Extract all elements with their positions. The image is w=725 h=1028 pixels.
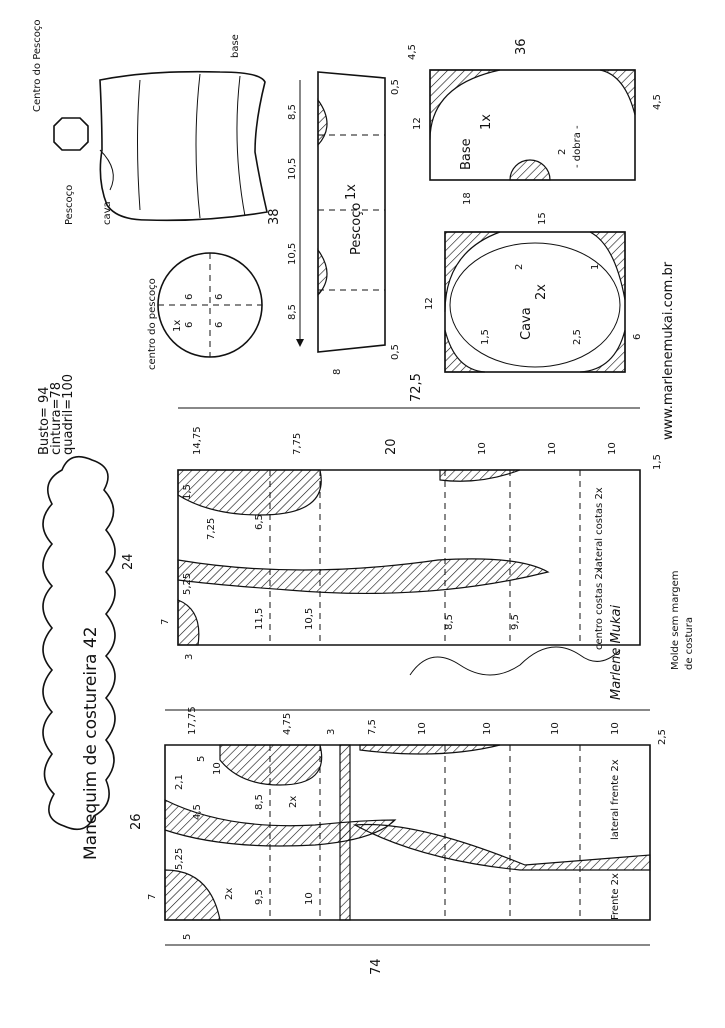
title-cloud <box>43 457 115 860</box>
front-label-2x-a: 2x <box>288 795 299 808</box>
base-fold: - dobra - <box>572 125 583 168</box>
front-top-8: 10 <box>610 722 621 735</box>
front-top-5: 10 <box>417 722 428 735</box>
neck-count: 1x <box>344 184 359 200</box>
figure-label-centro: Centro do Pescoço <box>32 19 43 112</box>
front-dim-45: 4,5 <box>192 804 203 820</box>
base-count: 1x <box>479 114 494 130</box>
circle-v1: 6 <box>184 293 195 300</box>
measure-cintura: cintura=78 <box>49 381 64 455</box>
front-dim-85a: 8,5 <box>254 794 265 810</box>
signature-text: Marlene Mukai <box>609 604 624 700</box>
front-dim-7: 7 <box>147 893 158 900</box>
neck-dim-8: 8 <box>332 368 343 375</box>
circle-count: 1x <box>172 319 183 332</box>
back-dim-24: 24 <box>121 553 136 570</box>
base-dim-3: 4,5 <box>652 94 663 110</box>
front-top-2: 4,75 <box>282 712 293 735</box>
base-name: Base <box>459 138 474 170</box>
front-top-7: 10 <box>550 722 561 735</box>
title-text: Manequim de costureira 42 <box>81 626 101 860</box>
neck-dim-1: 8,5 <box>287 104 298 120</box>
back-dim-f: 10,5 <box>304 607 315 630</box>
neck-name: Pescoço <box>349 202 364 255</box>
front-dim-26: 26 <box>129 813 144 830</box>
back-dim-e: 11,5 <box>254 607 265 630</box>
cava-dim-3: 6 <box>632 333 643 340</box>
cava-dim-5: 2,5 <box>572 329 583 345</box>
figure-label-pescoco: Pescoço <box>64 184 75 225</box>
base-dim-5: 18 <box>462 192 473 205</box>
cava-name: Cava <box>519 307 534 340</box>
figure-label-base: base <box>230 34 241 58</box>
back-top-8: 1,5 <box>652 454 663 470</box>
front-dim-21: 2,1 <box>174 774 185 790</box>
base-dim-2: 36 <box>514 38 529 55</box>
back-top-1: 14,75 <box>192 426 203 455</box>
circle-label: centro do pescoço <box>147 278 158 370</box>
neck-dim-3: 10,5 <box>287 242 298 265</box>
cava-dim-1: 15 <box>537 212 548 225</box>
back-piece <box>121 373 663 660</box>
neck-dim-4: 8,5 <box>287 304 298 320</box>
neck-dim-2: 10,5 <box>287 157 298 180</box>
front-dim-525: 5,25 <box>174 847 185 870</box>
cava-dim-7: 2 <box>514 263 525 270</box>
measurements <box>37 374 76 455</box>
figure-label-cava: cava <box>102 201 113 225</box>
front-piece <box>129 706 668 975</box>
front-dim-5a: 5 <box>182 933 193 940</box>
base-dim-6: 2 <box>557 148 568 155</box>
neck-dim-6: 0,5 <box>390 79 401 95</box>
cava-count: 2x <box>534 284 549 300</box>
back-dim-7: 7 <box>160 618 171 625</box>
base-dim-1: 4,5 <box>407 44 418 60</box>
circle-v3: 6 <box>184 321 195 328</box>
neck-dim-5: 38 <box>267 208 282 225</box>
front-top-6: 10 <box>482 722 493 735</box>
cava-piece <box>424 212 643 372</box>
cava-dim-4: 1,5 <box>480 329 491 345</box>
measure-quadril: quadril=100 <box>61 374 76 455</box>
cava-dim-6: 1 <box>590 263 601 270</box>
back-top-4: 10 <box>477 442 488 455</box>
back-top-3: 20 <box>384 438 399 455</box>
back-label-centro: centro costas 2x <box>594 567 605 650</box>
back-top-7: 72,5 <box>409 373 424 402</box>
back-dim-b: 7,25 <box>206 517 217 540</box>
circle-piece <box>147 253 262 370</box>
front-top-3: 3 <box>326 728 337 735</box>
back-dim-c: 6,5 <box>254 514 265 530</box>
front-label-lateral: lateral frente 2x <box>610 759 621 840</box>
back-dim-3: 3 <box>184 653 195 660</box>
front-label-frente: Frente 2x <box>610 873 621 920</box>
base-piece <box>407 38 663 205</box>
circle-v4: 6 <box>214 321 225 328</box>
back-dim-h: 9,5 <box>510 614 521 630</box>
back-dim-a: 1,5 <box>182 484 193 500</box>
front-top-10: 74 <box>369 958 384 975</box>
neck-dim-7: 0,5 <box>390 344 401 360</box>
back-top-6: 10 <box>607 442 618 455</box>
website-text: www.marlenemukai.com.br <box>661 261 676 440</box>
note-line-1: Molde sem margem <box>670 570 681 670</box>
neck-piece <box>267 72 401 375</box>
mannequin-figure <box>32 20 267 226</box>
front-top-1: 17,75 <box>187 706 198 735</box>
cava-dim-2: 12 <box>424 297 435 310</box>
front-dim-10b: 10 <box>304 892 315 905</box>
front-label-2x-b: 2x <box>224 887 235 900</box>
back-top-5: 10 <box>547 442 558 455</box>
front-top-4: 7,5 <box>367 719 378 735</box>
back-label-lateral: lateral costas 2x <box>594 487 605 570</box>
front-dim-10a: 10 <box>212 762 223 775</box>
circle-v2: 6 <box>214 293 225 300</box>
note-line-2: de costura <box>684 616 695 670</box>
base-dim-4: 12 <box>412 117 423 130</box>
measure-busto: Busto= 94 <box>37 386 52 455</box>
back-dim-d: 5,25 <box>182 572 193 595</box>
back-dim-g: 8,5 <box>444 614 455 630</box>
front-top-9: 2,5 <box>657 729 668 745</box>
front-dim-5b: 5 <box>196 755 207 762</box>
front-dim-95a: 9,5 <box>254 889 265 905</box>
back-top-2: 7,75 <box>292 432 303 455</box>
